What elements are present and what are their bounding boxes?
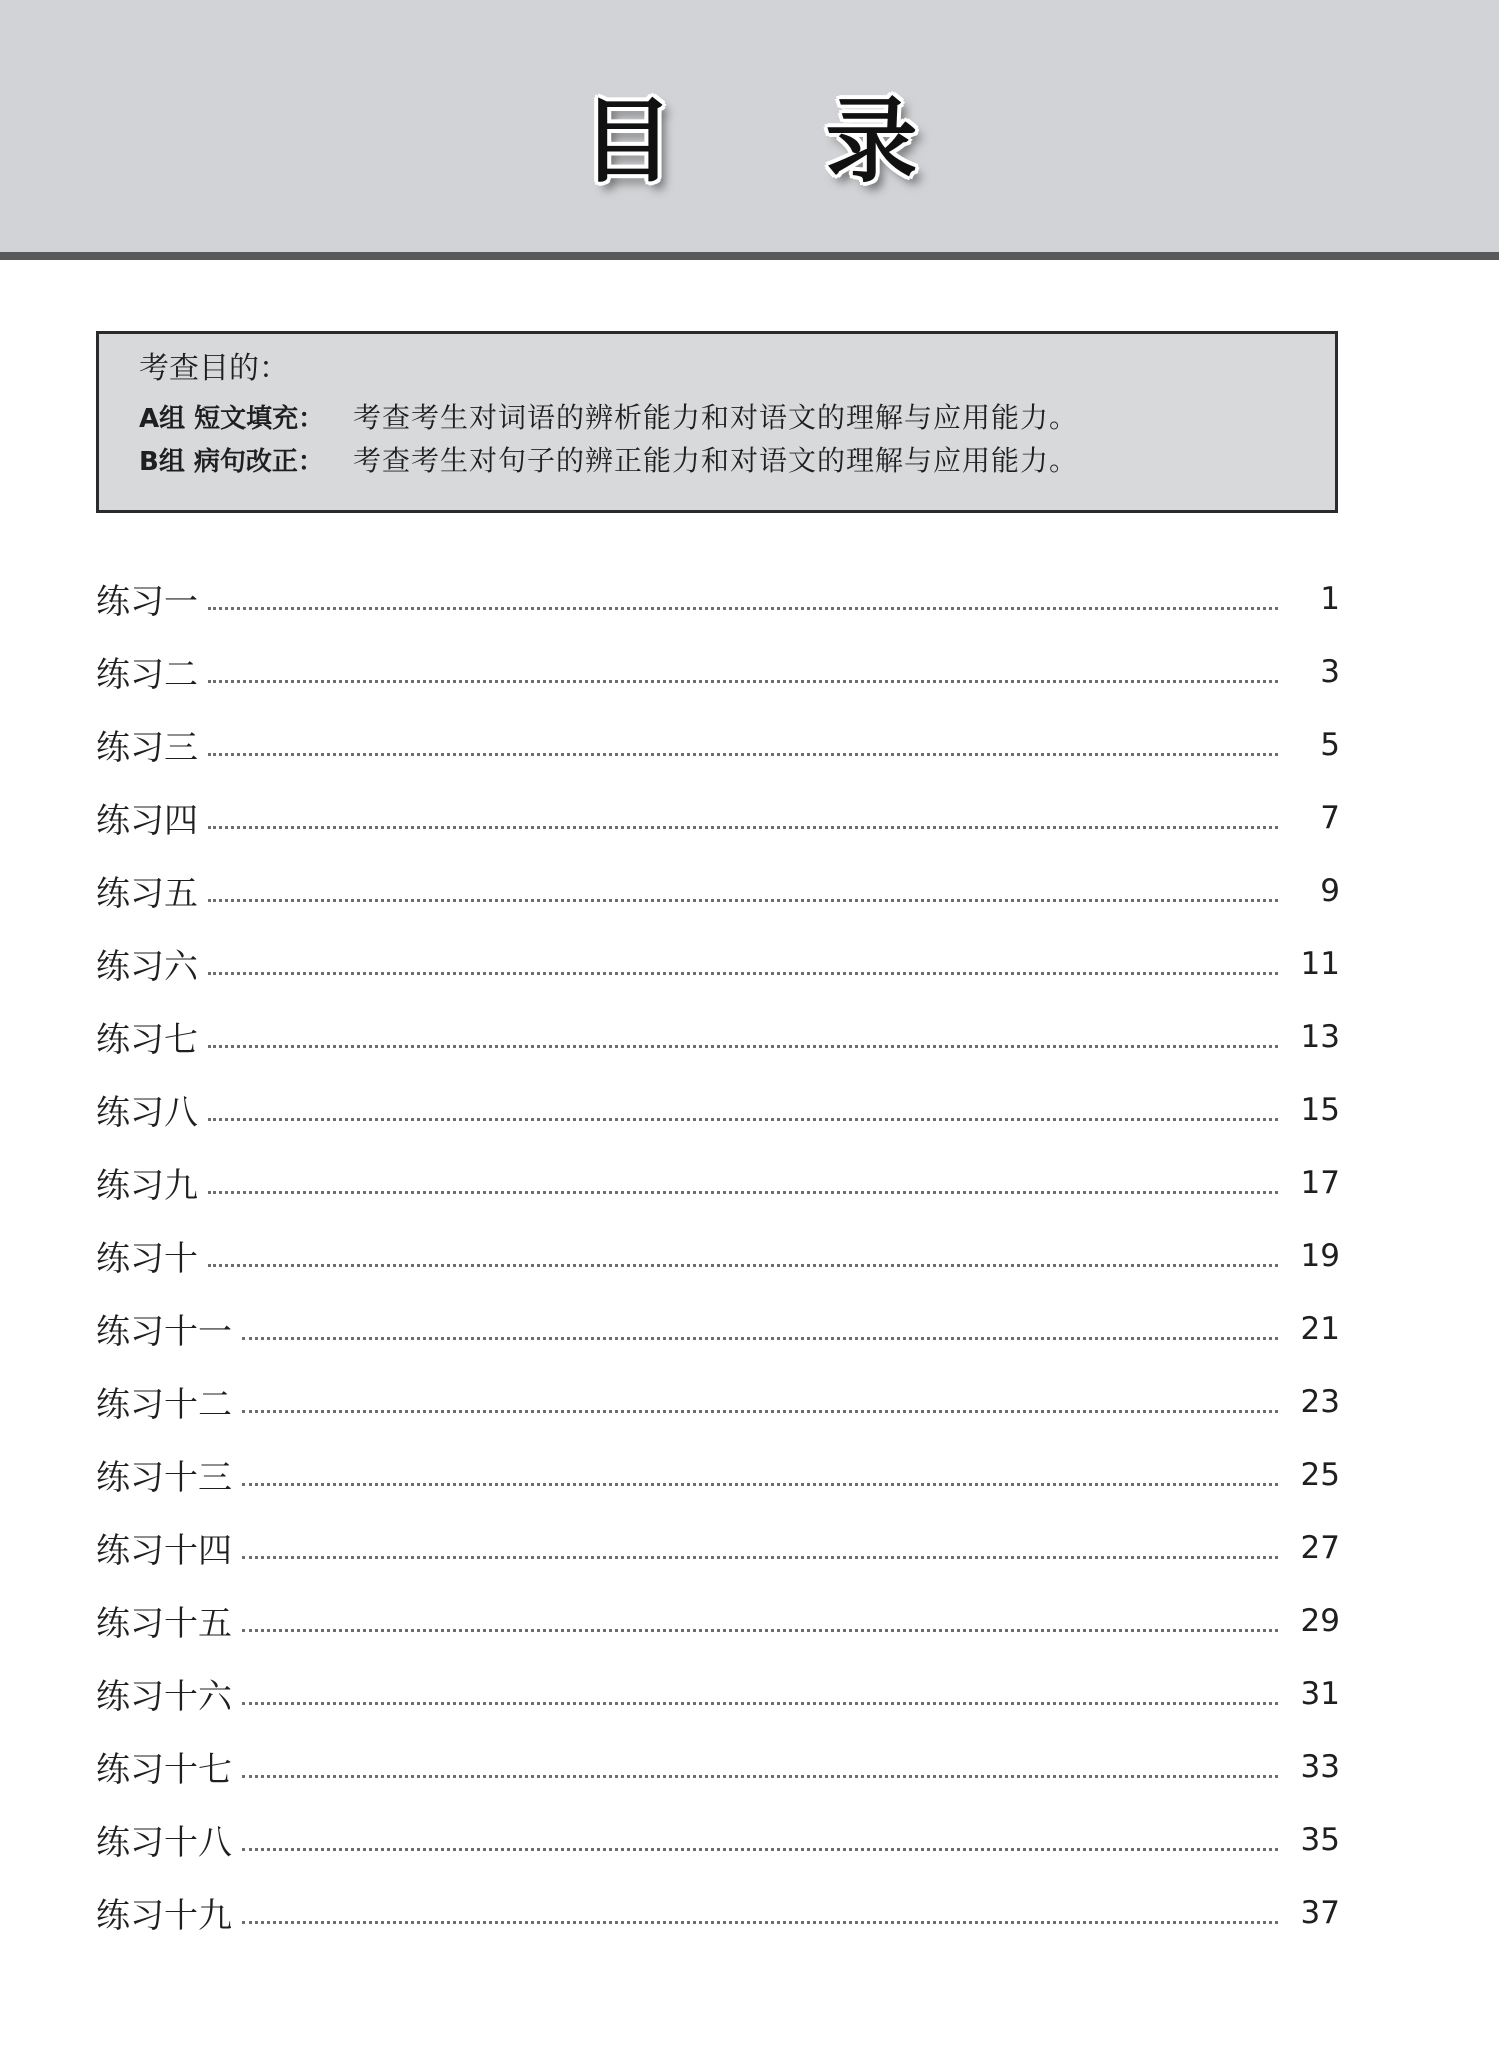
- toc-entry-page-number: 15: [1300, 1091, 1340, 1128]
- toc-dot-leader: [208, 1116, 1278, 1121]
- toc-dot-leader: [242, 1481, 1278, 1486]
- objectives-box: [96, 331, 1338, 513]
- toc-entry-page-number: 25: [1300, 1456, 1340, 1493]
- toc-entry-page-number: 13: [1300, 1018, 1340, 1055]
- toc-dot-leader: [208, 605, 1278, 610]
- toc-entry[interactable]: [96, 635, 1340, 708]
- toc-dot-leader: [242, 1408, 1278, 1413]
- toc-dot-leader: [208, 824, 1278, 829]
- toc-entry-label: 练习十五: [96, 1604, 232, 1644]
- page-title: 目 录: [581, 88, 978, 195]
- toc-entry[interactable]: [96, 1657, 1340, 1730]
- toc-dot-leader: [242, 1700, 1278, 1705]
- toc-entry-page-number: 9: [1320, 872, 1340, 909]
- toc-entry-page-number: 33: [1300, 1748, 1340, 1785]
- toc-dot-leader: [208, 970, 1278, 975]
- toc-entry-label: 练习八: [96, 1093, 198, 1133]
- objective-text: 考查考生对句子的辨正能力和对语文的理解与应用能力。: [353, 444, 1079, 477]
- toc-dot-leader: [208, 1043, 1278, 1048]
- toc-entry-label: 练习七: [96, 1020, 198, 1060]
- toc-entry[interactable]: [96, 708, 1340, 781]
- toc-dot-leader: [242, 1627, 1278, 1632]
- toc-entry-label: 练习十四: [96, 1531, 232, 1571]
- toc-dot-leader: [208, 1189, 1278, 1194]
- toc-entry-label: 练习十九: [96, 1896, 232, 1936]
- toc-dot-leader: [208, 897, 1278, 902]
- toc-entry-page-number: 29: [1300, 1602, 1340, 1639]
- toc-entry[interactable]: [96, 1876, 1340, 1949]
- toc-entry-label: 练习十二: [96, 1385, 232, 1425]
- toc-entry[interactable]: [96, 1219, 1340, 1292]
- toc-entry-label: 练习十七: [96, 1750, 232, 1790]
- toc-entry-label: 练习六: [96, 947, 198, 987]
- objective-row-a: [139, 401, 1335, 434]
- toc-entry-page-number: 35: [1300, 1821, 1340, 1858]
- toc-entry-label: 练习二: [96, 655, 198, 695]
- toc-entry[interactable]: [96, 1730, 1340, 1803]
- toc-entry-label: 练习一: [96, 582, 198, 622]
- toc-entry[interactable]: [96, 562, 1340, 635]
- toc-entry-label: 练习五: [96, 874, 198, 914]
- toc-entry-page-number: 3: [1320, 653, 1340, 690]
- toc-entry[interactable]: [96, 1365, 1340, 1438]
- objective-row-b: [139, 444, 1335, 477]
- toc-entry[interactable]: [96, 1146, 1340, 1219]
- toc-dot-leader: [242, 1335, 1278, 1340]
- toc-entry-page-number: 31: [1300, 1675, 1340, 1712]
- toc-entry-page-number: 5: [1320, 726, 1340, 763]
- toc-entry-label: 练习十: [96, 1239, 198, 1279]
- toc-entry-label: 练习十三: [96, 1458, 232, 1498]
- toc-entry-label: 练习九: [96, 1166, 198, 1206]
- toc-entry[interactable]: [96, 1803, 1340, 1876]
- header-band: [0, 0, 1499, 260]
- toc-entry-page-number: 27: [1300, 1529, 1340, 1566]
- toc-dot-leader: [208, 1262, 1278, 1267]
- toc-entry-page-number: 19: [1300, 1237, 1340, 1274]
- toc-entry-label: 练习十六: [96, 1677, 232, 1717]
- toc-dot-leader: [208, 678, 1278, 683]
- toc-entry-page-number: 7: [1320, 799, 1340, 836]
- toc-entry[interactable]: [96, 1511, 1340, 1584]
- objectives-heading: 考查目的：: [139, 351, 289, 386]
- toc-entry[interactable]: [96, 927, 1340, 1000]
- objective-label: B组 病句改正：: [139, 447, 324, 477]
- toc-entry[interactable]: [96, 1073, 1340, 1146]
- toc-entry-label: 练习四: [96, 801, 198, 841]
- toc-dot-leader: [242, 1919, 1278, 1924]
- toc-entry[interactable]: [96, 1438, 1340, 1511]
- toc-dot-leader: [242, 1554, 1278, 1559]
- toc-entry-label: 练习十八: [96, 1823, 232, 1863]
- toc-entry-label: 练习十一: [96, 1312, 232, 1352]
- toc-entry[interactable]: [96, 781, 1340, 854]
- toc-entry-page-number: 21: [1300, 1310, 1340, 1347]
- toc-entry[interactable]: [96, 1000, 1340, 1073]
- objective-text: 考查考生对词语的辨析能力和对语文的理解与应用能力。: [353, 401, 1079, 434]
- toc-dot-leader: [242, 1773, 1278, 1778]
- toc-entry-page-number: 11: [1300, 945, 1340, 982]
- toc-entry-label: 练习三: [96, 728, 198, 768]
- toc-entry-page-number: 1: [1320, 580, 1340, 617]
- toc-entry-page-number: 23: [1300, 1383, 1340, 1420]
- toc-dot-leader: [208, 751, 1278, 756]
- toc-entry-page-number: 37: [1300, 1894, 1340, 1931]
- objective-label: A组 短文填充：: [139, 404, 325, 434]
- toc-entry[interactable]: [96, 1584, 1340, 1657]
- toc-entry[interactable]: [96, 854, 1340, 927]
- toc-entry[interactable]: [96, 1292, 1340, 1365]
- toc-dot-leader: [242, 1846, 1278, 1851]
- table-of-contents: [96, 562, 1340, 1949]
- toc-entry-page-number: 17: [1300, 1164, 1340, 1201]
